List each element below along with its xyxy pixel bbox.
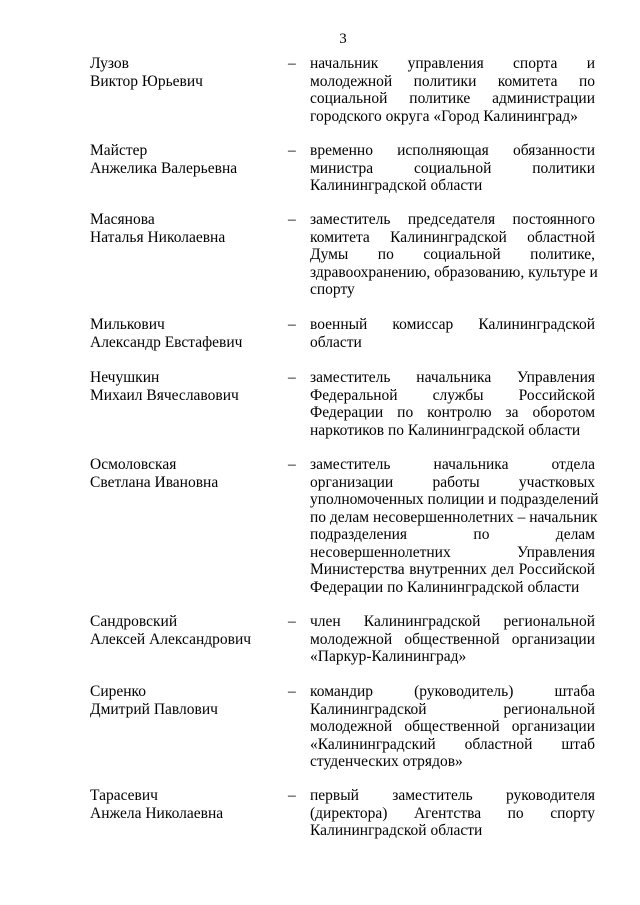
person-surname: Тарасевич xyxy=(90,787,158,804)
person-position xyxy=(310,316,595,351)
separator-dash: – xyxy=(288,683,296,700)
person-name xyxy=(90,613,280,648)
position-line: Федерации по контролю за оборотом xyxy=(310,404,595,421)
position-line: уполномоченных полиции и подразделений xyxy=(310,491,599,508)
person-name xyxy=(90,55,280,90)
position-line: Калининградской региональной xyxy=(310,700,595,718)
person-given-name: Дмитрий Павлович xyxy=(90,700,218,718)
person-surname: Нечушкин xyxy=(90,369,160,386)
position-line: военный комиссар Калининградской xyxy=(310,316,595,333)
position-line: спорту xyxy=(310,281,355,298)
person-given-name: Наталья Николаевна xyxy=(90,228,226,246)
position-line: несовершеннолетних Управления xyxy=(310,543,595,561)
person-given-name: Алексей Александрович xyxy=(90,630,252,648)
person-surname: Масянова xyxy=(90,211,155,228)
position-line: Федеральной службы Российской xyxy=(310,386,595,404)
person-position xyxy=(310,683,595,771)
position-line: социальной политике администрации xyxy=(310,90,595,107)
person-given-name: Анжелика Валерьевна xyxy=(90,159,238,177)
person-name xyxy=(90,316,280,351)
position-line: (директора) Агентства по спорту xyxy=(310,804,595,822)
position-line: комитета Калининградской областной xyxy=(310,228,595,246)
person-position xyxy=(310,369,595,439)
position-line: подразделения по делам xyxy=(310,526,595,543)
separator-dash: – xyxy=(288,456,296,473)
position-line: министра социальной политики xyxy=(310,159,595,177)
position-line: здравоохранению, образованию, культуре и xyxy=(310,263,598,281)
position-line: городского округа «Город Калининград» xyxy=(310,107,578,125)
position-line: заместитель начальника Управления xyxy=(310,369,595,386)
position-line: Калининградской области xyxy=(310,822,483,839)
position-line: Калининградской области xyxy=(310,177,483,194)
person-position xyxy=(310,787,595,840)
person-name xyxy=(90,787,280,822)
person-given-name: Александр Евстафевич xyxy=(90,333,243,351)
position-line: студенческих отрядов» xyxy=(310,753,463,770)
person-name xyxy=(90,369,280,404)
position-line: член Калининградской региональной xyxy=(310,613,595,630)
position-line: начальник управления спорта и xyxy=(310,55,595,72)
position-line: наркотиков по Калининградской области xyxy=(310,421,581,439)
position-line: «Калининградский областной штаб xyxy=(310,735,595,753)
position-line: области xyxy=(310,333,362,351)
person-given-name: Виктор Юрьевич xyxy=(90,72,203,90)
position-line: молодежной общественной организации xyxy=(310,630,595,648)
separator-dash: – xyxy=(288,211,296,228)
person-surname: Осмоловская xyxy=(90,456,177,473)
person-position xyxy=(310,456,599,596)
person-surname: Сиренко xyxy=(90,683,147,700)
position-line: командир (руководитель) штаба xyxy=(310,683,595,700)
separator-dash: – xyxy=(288,55,296,72)
position-line: Думы по социальной политике, xyxy=(310,246,595,263)
person-surname: Сандровский xyxy=(90,613,178,630)
person-position xyxy=(310,142,595,195)
person-surname: Майстер xyxy=(90,142,148,159)
person-position xyxy=(310,55,595,125)
person-position xyxy=(310,211,598,299)
position-line: организации работы участковых xyxy=(310,473,595,491)
position-line: молодежной политики комитета по xyxy=(310,72,595,90)
page-number: 3 xyxy=(339,31,347,47)
position-line: молодежной общественной организации xyxy=(310,718,595,735)
person-surname: Милькович xyxy=(90,316,165,333)
person-name xyxy=(90,683,280,718)
person-surname: Лузов xyxy=(90,55,129,72)
separator-dash: – xyxy=(288,369,296,386)
person-given-name: Михаил Вячеславович xyxy=(90,386,239,404)
separator-dash: – xyxy=(288,142,296,159)
position-line: заместитель председателя постоянного xyxy=(310,211,595,228)
person-name xyxy=(90,456,280,491)
person-given-name: Светлана Ивановна xyxy=(90,473,219,491)
separator-dash: – xyxy=(288,613,296,630)
person-name xyxy=(90,142,280,177)
separator-dash: – xyxy=(288,316,296,333)
position-line: Федерации по Калининградской области xyxy=(310,578,580,596)
person-position xyxy=(310,613,595,666)
position-line: по делам несовершеннолетних – начальник xyxy=(310,508,598,526)
person-name xyxy=(90,211,280,246)
position-line: временно исполняющая обязанности xyxy=(310,142,595,159)
person-given-name: Анжела Николаевна xyxy=(90,804,224,822)
position-line: «Паркур-Калининград» xyxy=(310,648,467,665)
position-line: заместитель начальника отдела xyxy=(310,456,595,473)
position-line: первый заместитель руководителя xyxy=(310,787,595,804)
separator-dash: – xyxy=(288,787,296,804)
position-line: Министерства внутренних дел Российской xyxy=(310,561,595,578)
